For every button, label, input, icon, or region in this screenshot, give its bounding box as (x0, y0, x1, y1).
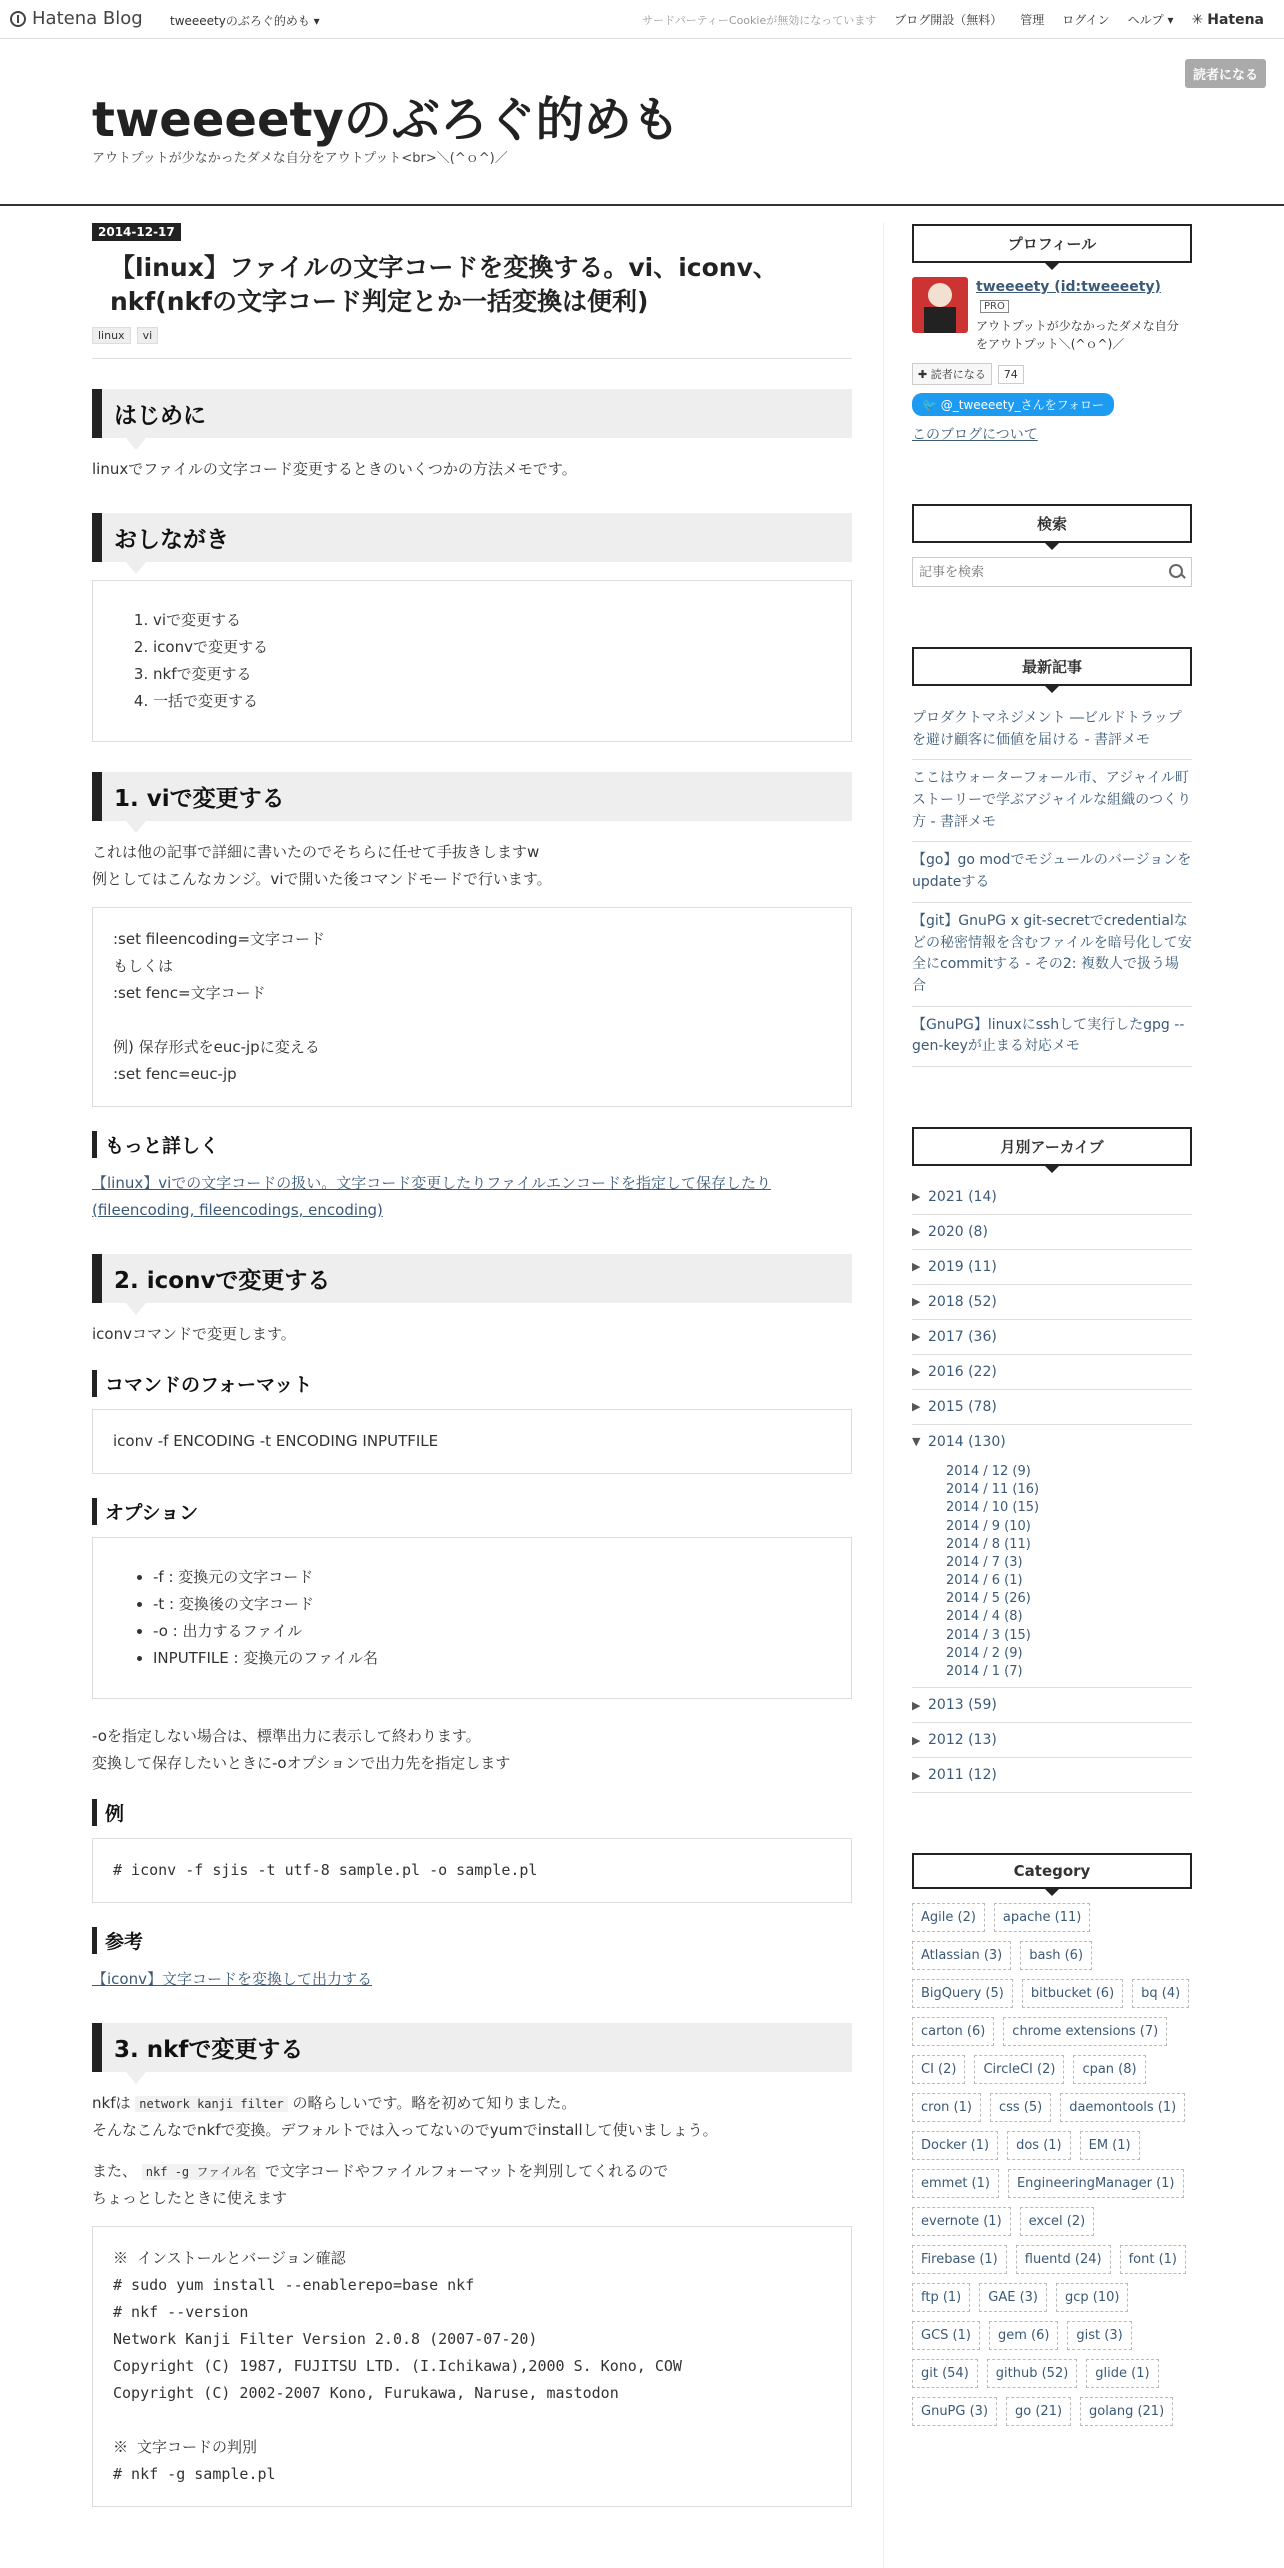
example-code-box: # iconv -f sjis -t utf-8 sample.pl -o sample.pl (92, 1838, 852, 1903)
archive-month-link[interactable]: 2014 / 11 (16) (946, 1482, 1040, 1498)
toc-item[interactable]: 4. 一括で変更する (153, 688, 831, 715)
blog-title[interactable]: tweeeetyのぶろぐ的めも (92, 92, 680, 148)
category-tag-link[interactable]: emmet (1) (912, 2169, 999, 2198)
recent-entry-link[interactable]: 【go】go modでモジュールのバージョンをupdateする (912, 842, 1192, 902)
archive-year[interactable] (912, 1688, 1192, 1723)
archive-month-link[interactable]: 2014 / 9 (10) (946, 1518, 1031, 1534)
category-tag-link[interactable]: evernote (1) (912, 2207, 1011, 2236)
archive-month-link[interactable]: 2014 / 10 (15) (946, 1500, 1040, 1516)
archive-year[interactable] (912, 1250, 1192, 1285)
recent-entry-link[interactable]: プロダクトマネジメント ―ビルドトラップを避け顧客に価値を届ける - 書評メモ (912, 700, 1192, 760)
archive-month-list (912, 1459, 1192, 1688)
archive-year-label: 2015 (78) (928, 1398, 997, 1415)
heading-vi: 1. viで変更する (92, 772, 852, 821)
vi-text-1: これは他の記事で詳細に書いたのでそちらに任せて手抜きしますw (92, 842, 540, 861)
hatena-icon: ✳ (1191, 11, 1204, 28)
archive-year[interactable] (912, 1723, 1192, 1758)
pro-badge: PRO (980, 300, 1009, 313)
archive-month-link[interactable]: 2014 / 12 (9) (946, 1463, 1031, 1479)
code-line: ※ 文字コードの判別 (113, 2437, 258, 2456)
expand-icon[interactable]: ▶ (912, 1365, 921, 1379)
category-tag-link[interactable]: glide (1) (1086, 2359, 1158, 2388)
inline-code: nkf -g ファイル名 (142, 2164, 260, 2180)
category-tag[interactable]: linux (92, 327, 131, 344)
code-line: # nkf -g sample.pl (113, 2464, 276, 2483)
recent-entry-link[interactable]: ここはウォーターフォール市、アジャイル町 ストーリーで学ぶアジャイルな組織のつくり方 - 書評メモ (912, 760, 1192, 842)
profile-heading: プロフィール (912, 224, 1192, 263)
category-tag-link[interactable]: bash (6) (1020, 1941, 1092, 1970)
more-details-link[interactable]: 【linux】viでの文字コードの扱い。文字コード変更したりファイルエンコードを指定して保存したり(fileencoding, fileencodings, encoding) (92, 1173, 771, 1219)
archive-year[interactable] (912, 1355, 1192, 1390)
divider (92, 358, 852, 359)
archive-year-label: 2019 (11) (928, 1258, 997, 1275)
category-tag-link[interactable]: chrome extensions (7) (1003, 2017, 1167, 2046)
expand-icon[interactable]: ▶ (912, 1225, 921, 1239)
code-line: Network Kanji Filter Version 2.0.8 (2007-07-20) (113, 2329, 538, 2348)
toc-item[interactable]: 3. nkfで変更する (153, 661, 831, 688)
code-line: もしくは (113, 956, 174, 975)
code-line: Copyright (C) 1987, FUJITSU LTD. (I.Ichikawa),2000 S. Kono, COW (113, 2356, 682, 2375)
heading-options: オプション (92, 1498, 852, 1525)
category-tag-link[interactable]: fluentd (24) (1016, 2245, 1111, 2274)
profile-name-link[interactable]: tweeeety (id:tweeeety) (976, 279, 1161, 295)
expand-icon[interactable]: ▶ (912, 1698, 921, 1712)
archive-month-link[interactable]: 2014 / 7 (3) (946, 1554, 1023, 1570)
toc-item[interactable]: 2. iconvで変更する (153, 634, 831, 661)
heading-more: もっと詳しく (92, 1131, 852, 1158)
category-tag-link[interactable]: cron (1) (912, 2093, 981, 2122)
subscribe-button[interactable]: ✚ 読者になる (912, 363, 992, 385)
archive-year-label: 2018 (52) (928, 1293, 997, 1310)
category-tag-link[interactable]: css (5) (990, 2093, 1051, 2122)
category-tag-link[interactable]: dos (1) (1007, 2131, 1071, 2160)
category-tag-link[interactable]: CI (2) (912, 2055, 965, 2084)
archive-month-link[interactable]: 2014 / 3 (15) (946, 1627, 1031, 1643)
expand-icon[interactable]: ▶ (912, 1733, 921, 1747)
archive-year-label: 2013 (59) (928, 1697, 997, 1714)
category-heading: Category (912, 1853, 1192, 1889)
code-line: # nkf --version (113, 2302, 249, 2321)
blog-description: アウトプットが少なかったダメな自分をアウトプット<br>＼(^ｏ^)／ (92, 151, 508, 166)
option-item: • -f : 変換元の文字コード (153, 1564, 831, 1591)
entry-date[interactable]: 2014-12-17 (92, 223, 181, 241)
options-box (92, 1537, 852, 1699)
heading-example: 例 (92, 1799, 852, 1826)
option-item: • INPUTFILE : 変換元のファイル名 (153, 1645, 831, 1672)
archive-year-label: 2011 (12) (928, 1767, 997, 1784)
category-tag-link[interactable]: Atlassian (3) (912, 1941, 1011, 1970)
cookie-notice[interactable]: サードパーティーCookieが無効になっています (641, 13, 877, 27)
nkf-text-1a: nkfは (92, 2093, 131, 2112)
search-box (912, 557, 1192, 587)
heading-nkf: 3. nkfで変更する (92, 2023, 852, 2072)
article (92, 222, 852, 2531)
expand-icon[interactable]: ▶ (912, 1400, 921, 1414)
archive-year-open[interactable] (912, 1425, 1192, 1459)
category-module (912, 1853, 1192, 2426)
about-blog-link[interactable]: このブログについて (912, 427, 1038, 443)
archive-year-label: 2020 (8) (928, 1223, 988, 1240)
category-tag-link[interactable]: carton (6) (912, 2017, 994, 2046)
heading-format: コマンドのフォーマット (92, 1370, 852, 1397)
toc-list (113, 607, 831, 715)
heading-reference: 参考 (92, 1927, 852, 1954)
archive-year-label: 2012 (13) (928, 1732, 997, 1749)
category-tag-link[interactable]: gem (6) (989, 2321, 1058, 2350)
nkf-text-1 (92, 2090, 852, 2117)
code-line (113, 2407, 831, 2434)
code-line: ※ インストールとバージョン確認 (113, 2248, 346, 2267)
category-tag-link[interactable]: Docker (1) (912, 2131, 998, 2160)
options-text-1: -oを指定しない場合は、標準出力に表示して終わります。 (92, 1726, 481, 1745)
format-box: iconv -f ENCODING -t ENCODING INPUTFILE (92, 1409, 852, 1474)
reader-row (912, 363, 1192, 385)
nkf-text-3 (92, 2158, 852, 2185)
nkf-code-box (92, 2226, 852, 2507)
sidebar (912, 224, 1192, 2486)
archive-year-label: 2017 (36) (928, 1328, 997, 1345)
search-icon[interactable] (1169, 564, 1183, 578)
expand-icon[interactable]: ▶ (912, 1190, 921, 1204)
vi-code-box (92, 907, 852, 1107)
archive-year-label: 2016 (22) (928, 1363, 997, 1380)
archive-year[interactable] (912, 1180, 1192, 1215)
profile-body (912, 277, 1192, 353)
hatena-blog-logo-icon (10, 11, 26, 27)
hatena-blog-logo-text: Hatena Blog (32, 8, 143, 29)
hatena-label: Hatena (1207, 11, 1264, 28)
category-tag-link[interactable]: BigQuery (5) (912, 1979, 1013, 2008)
archive-month-link[interactable]: 2014 / 2 (9) (946, 1645, 1023, 1661)
recent-entries-module (912, 647, 1192, 1067)
nkf-text-2: そんなこんなでnkfで変換。デフォルトでは入ってないのでyumでinstallして使いましょう。 (92, 2120, 718, 2139)
blog-header (0, 39, 1284, 206)
category-tag-link[interactable]: font (1) (1120, 2245, 1186, 2274)
login-link[interactable]: ログイン (1062, 13, 1110, 27)
archive-heading: 月別アーカイブ (912, 1127, 1192, 1166)
twitter-follow-button[interactable]: 🐦 @_tweeeety_さんをフォロー (912, 393, 1114, 416)
toc-item[interactable]: 1. viで変更する (153, 607, 831, 634)
code-line: Copyright (C) 2002-2007 Kono, Furukawa, Naruse, mastodon (113, 2383, 619, 2402)
category-tag-link[interactable]: daemontools (1) (1060, 2093, 1185, 2122)
collapse-icon[interactable]: ▼ (912, 1435, 921, 1449)
expand-icon[interactable]: ▶ (912, 1330, 921, 1344)
recent-entry-link[interactable]: 【GnuPG】linuxにsshして実行したgpg --gen-keyが止まる対応メモ (912, 1007, 1192, 1067)
expand-icon[interactable]: ▶ (912, 1295, 921, 1309)
options-text-2: 変換して保存したいときに-oオプションで出力先を指定します (92, 1753, 511, 1772)
iconv-text: iconvコマンドで変更します。 (92, 1324, 296, 1343)
archive-year[interactable] (912, 1390, 1192, 1425)
vi-text-2: 例としてはこんなカンジ。viで開いた後コマンドモードで行います。 (92, 869, 552, 888)
avatar[interactable] (912, 277, 968, 333)
category-tag[interactable]: vi (137, 327, 159, 344)
archive-year[interactable] (912, 1758, 1192, 1793)
column-divider (883, 222, 884, 2568)
nkf-text-1b: の略らしいです。略を初めて知りました。 (292, 2093, 577, 2112)
category-tag-link[interactable]: Firebase (1) (912, 2245, 1007, 2274)
category-tag-link[interactable]: cpan (8) (1073, 2055, 1145, 2084)
heading-iconv: 2. iconvで変更する (92, 1254, 852, 1303)
global-nav (642, 11, 1264, 28)
code-line (113, 1007, 831, 1034)
hatena-link[interactable] (1192, 12, 1265, 28)
code-line: 例) 保存形式をeuc-jpに変える (113, 1037, 320, 1056)
help-menu[interactable]: ヘルプ ▾ (1127, 13, 1174, 27)
archive-month-link[interactable]: 2014 / 6 (1) (946, 1573, 1023, 1589)
archive-month-link[interactable]: 2014 / 8 (11) (946, 1536, 1031, 1552)
follow-button[interactable]: 読者になる (1185, 59, 1266, 88)
search-input[interactable] (913, 558, 1151, 586)
category-tag-link[interactable]: Agile (2) (912, 1903, 985, 1932)
recent-heading: 最新記事 (912, 647, 1192, 686)
category-tag-link[interactable]: CircleCI (2) (974, 2055, 1064, 2084)
heading-intro: はじめに (92, 389, 852, 438)
blog-menu[interactable]: tweeeetyのぶろぐ的めも ▾ (170, 14, 320, 28)
expand-icon[interactable]: ▶ (912, 1260, 921, 1274)
profile-module (912, 224, 1192, 444)
category-tag-link[interactable]: github (52) (987, 2359, 1078, 2388)
toc-box (92, 580, 852, 742)
category-tag-link[interactable]: GAE (3) (979, 2283, 1047, 2312)
archive-year-label: 2014 (130) (928, 1433, 1006, 1450)
category-tag-link[interactable]: gist (3) (1067, 2321, 1131, 2350)
code-line: :set fileencoding=文字コード (113, 929, 326, 948)
category-tag-link[interactable]: excel (2) (1020, 2207, 1095, 2236)
code-line: :set fenc=euc-jp (113, 1064, 237, 1083)
inline-code: network kanji filter (135, 2096, 288, 2112)
archive-month-link[interactable]: 2014 / 5 (26) (946, 1591, 1031, 1607)
entry-title[interactable]: 【linux】ファイルの文字コードを変換する。vi、iconv、nkf(nkfの文字コード判定とか一括変換は便利) (110, 253, 778, 316)
expand-icon[interactable]: ▶ (912, 1768, 921, 1782)
category-tag-link[interactable]: apache (11) (994, 1903, 1090, 1932)
category-tag-link[interactable]: EM (1) (1080, 2131, 1140, 2160)
archive-year[interactable] (912, 1285, 1192, 1320)
profile-description: アウトプットが少なかったダメな自分をアウトプット＼(^ｏ^)／ (976, 319, 1179, 351)
option-item: • -t : 変換後の文字コード (153, 1591, 831, 1618)
entry-categories (92, 327, 852, 344)
category-tag-link[interactable]: golang (21) (1080, 2397, 1173, 2426)
options-list (113, 1564, 831, 1672)
archive-month-link[interactable]: 2014 / 1 (7) (946, 1664, 1023, 1679)
search-heading: 検索 (912, 504, 1192, 543)
option-item: • -o : 出力するファイル (153, 1618, 831, 1645)
heading-toc: おしながき (92, 513, 852, 562)
category-tag-link[interactable]: EngineeringManager (1) (1008, 2169, 1184, 2198)
archive-year[interactable] (912, 1215, 1192, 1250)
category-tag-link[interactable]: gcp (10) (1056, 2283, 1128, 2312)
nkf-text-4: ちょっとしたときに使えます (92, 2188, 288, 2207)
category-tag-list (912, 1903, 1192, 2426)
code-line: :set fenc=文字コード (113, 983, 266, 1002)
global-header (0, 0, 1284, 39)
archive-year-label: 2021 (14) (928, 1188, 997, 1205)
category-tag-link[interactable]: go (21) (1006, 2397, 1071, 2426)
admin-link[interactable]: 管理 (1020, 13, 1045, 27)
hatena-blog-logo[interactable] (10, 8, 143, 29)
category-tag-link[interactable]: ftp (1) (912, 2283, 970, 2312)
category-tag-link[interactable]: bq (4) (1132, 1979, 1189, 2008)
recent-entry-link[interactable]: 【git】GnuPG x git-secretでcredentialなどの秘密情報を含むファイルを暗号化して安全にcommitする - その2: 複数人で扱う場合 (912, 903, 1192, 1007)
category-tag-link[interactable]: GCS (1) (912, 2321, 980, 2350)
open-blog-link[interactable]: ブログ開設（無料） (894, 13, 1003, 27)
category-tag-link[interactable]: git (54) (912, 2359, 978, 2388)
search-module (912, 504, 1192, 587)
nkf-text-3a: また、 (92, 2161, 138, 2180)
archive-year[interactable] (912, 1320, 1192, 1355)
code-line: # sudo yum install --enablerepo=base nkf (113, 2275, 475, 2294)
archive-module (912, 1127, 1192, 1793)
category-tag-link[interactable]: bitbucket (6) (1022, 1979, 1123, 2008)
reference-link[interactable]: 【iconv】文字コードを変換して出力する (92, 1969, 372, 1988)
subscriber-count[interactable]: 74 (998, 365, 1024, 384)
category-tag-link[interactable]: GnuPG (3) (912, 2397, 997, 2426)
archive-month-link[interactable]: 2014 / 4 (8) (946, 1609, 1023, 1625)
intro-text: linuxでファイルの文字コード変更するときのいくつかの方法メモです。 (92, 459, 577, 478)
nkf-text-3b: で文字コードやファイルフォーマットを判別してくれるので (264, 2161, 669, 2180)
